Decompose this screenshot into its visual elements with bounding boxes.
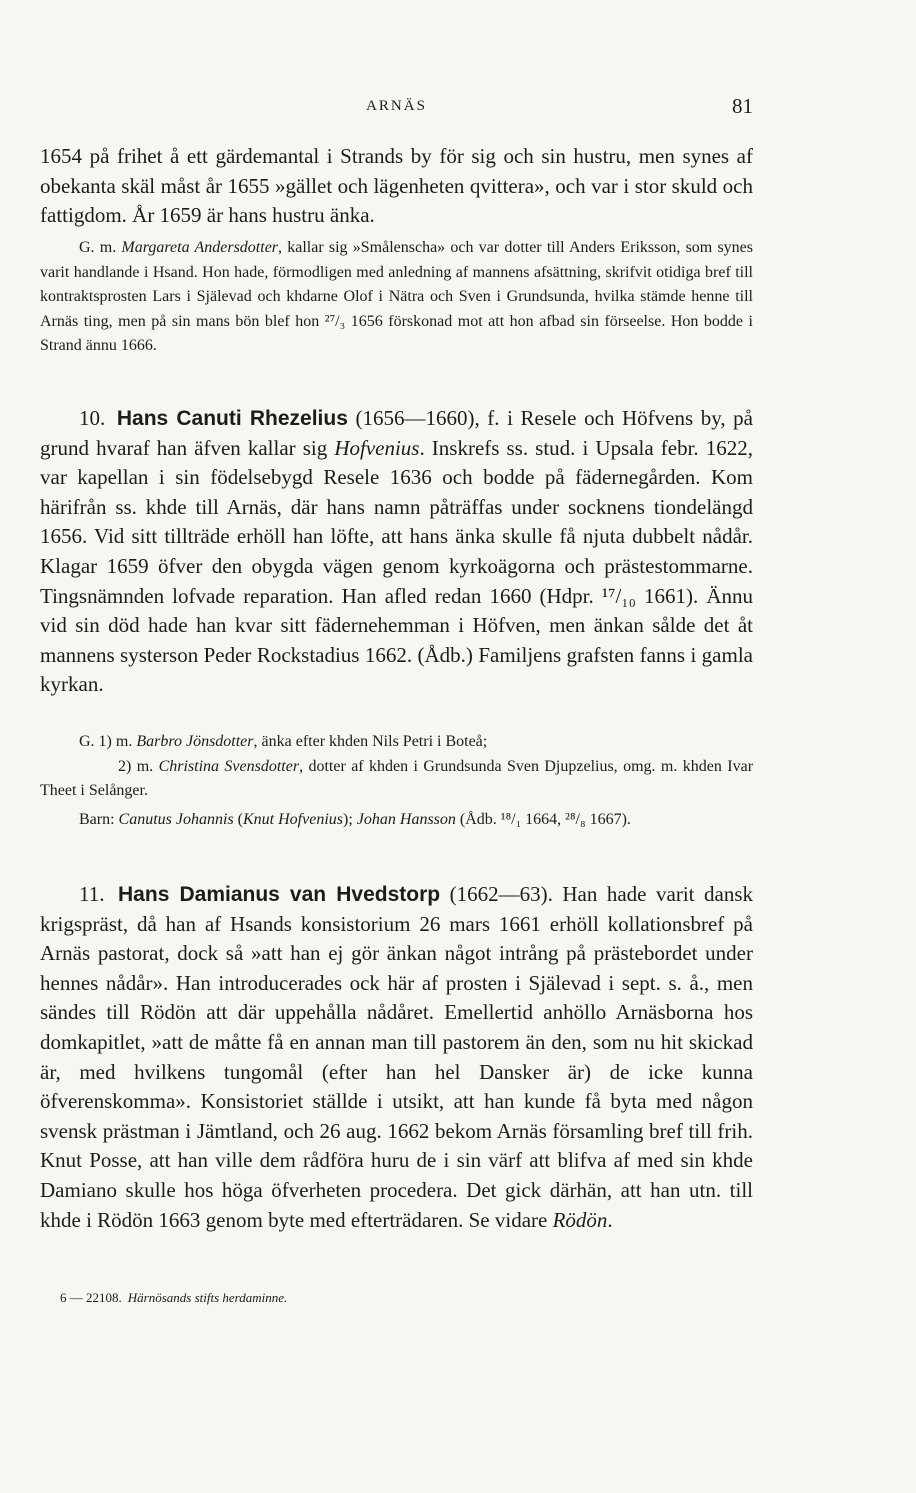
entry-name: Hans Damianus van Hvedstorp xyxy=(118,883,441,906)
entry-name: Hans Canuti Rhezelius xyxy=(116,407,348,430)
child-1-name: Canutus Johannis xyxy=(118,810,234,828)
intro-text: 1654 på frihet å ett gärdemantal i Strands by för sig och sin hustru, men synes af obekanta skäl måst år 1655 »gället och lägenheten qvittera», och var i stor skuld och fattigdom. År 1659 är hans hustru änka. xyxy=(40,144,753,228)
intro-paragraph xyxy=(40,142,753,231)
intro-marriage-note xyxy=(40,236,753,359)
footer-signature: 6 — 22108. xyxy=(60,1290,122,1305)
entry-text-part2: . Inskrefs ss. stud. i Upsala febr. 1622, var kapellan i sin födelsebygd Resele 1636 och bodde på fädernegården. Kom härifrån ss. khde till Arnäs, där hans namn påträffas under socknens tiondelängd 1656. Vid sitt tillträde erhöll han löfte, att hans änka skulle få njuta dubbelt nådår. Klagar 1659 öfver den obygda vägen genom kyrkoägorna och prästestommarne. Tingsnämnden lofvade reparation. Han afled redan 1660 (Hdpr. ¹⁷/₁₀ 1661). Ännu vid sin död hade han kvar sitt fädernehemman i Höfven, men änkan sålde det åt mannens systerson Peder Rockstadius 1662. (Ådb.) Familjens grafsten fanns i gamla kyrkan. xyxy=(40,435,754,697)
entry-number: 11. xyxy=(79,882,105,906)
see-also-link: Rödön xyxy=(552,1207,608,1232)
spouse-2-name: Christina Svensdotter xyxy=(158,757,300,775)
page-footer xyxy=(60,1290,287,1306)
entry-10-notes xyxy=(40,730,753,832)
marriage-1: G. 1) m. Barbro Jönsdotter, änka efter khden Nils Petri i Boteå; xyxy=(79,733,488,750)
entry-10 xyxy=(40,404,753,700)
running-title: ARNÄS xyxy=(366,98,427,114)
entry-11: 11. Hans Damianus van Hvedstorp (1662—63). Han hade varit dansk krigspräst, då han af Hsands konsistorium 26 mars 1661 erhöll kollationsbref på Arnäs pastorat, dock så »att han ej gör änkan något intrång på prästebordet under hennes nådår». Han introducerades ock här af prosten i Själevad i sept. s. å., men sändes till Rödön att där uppehålla nådåret. Emellertid anhöllo Arnäsborna hos domkapitlet, »att de måtte få en annan man till pastorem än den, som nu hit skickad är, med hvilkens tungomål (efter han hel Dansker är) de icke kunna öfverenskomma». Konsistoriet ställde i utsikt, att han kunde få byta med någon svensk prästman i Jämtland, och 26 aug. 1662 bekom Arnäs församling bref till frih. Knut Posse, att han ville dem rådföra huru de i sin värf att blifva af med sin khde Damiano skulle hos höga öfverheten procedera. Det gick därhän, att han utn. till khde i Rödön 1663 genom byte med efterträdaren. Se vidare Rödön. xyxy=(40,882,754,1232)
page-number: 81 xyxy=(732,94,753,118)
gm-prefix: G. m. xyxy=(79,239,122,256)
spouse-text: , kallar sig »Smålenscha» och var dotter till Anders Eriksson, som synes varit handlande i Hsand. Hon hade, förmodligen med anledning af mannens afsättning, skrifvit otidiga bref till kontraktsprosten Lars i Själevad och khdarne Olof i Nätra och Sven i Grundsunda, hvilka stämde henne till Arnäs ting, men på sin mans bön blef hon ²⁷/₃ 1656 förskonad mot att hon afbad sin förseelse. Hon bodde i Strand ännu 1666. xyxy=(40,239,754,354)
footer-title: Härnösands stifts herdaminne. xyxy=(127,1290,288,1305)
marriage-2: 2) m. Christina Svensdotter, dotter af khden i Grundsunda Sven Djupzelius, omg. m. khden Ivar Theet i Selånger. xyxy=(40,757,754,799)
spouse-1-name: Barbro Jönsdotter xyxy=(136,733,254,750)
spouse-name: Margareta Andersdotter xyxy=(121,239,279,256)
children: Barn: Canutus Johannis (Knut Hofvenius); Johan Hansson (Ådb. ¹⁸/₁ 1664, ²⁸/₈ 1667). xyxy=(79,810,631,828)
entry-text: (1662—63). Han hade varit dansk krigspräst, då han af Hsands konsistorium 26 mars 1661 erhöll kollationsbref på Arnäs pastorat, dock så »att han ej gör änkan något intrång på prästebordet under hennes nådår». Han introducerades ock här af prosten i Själevad i sept. s. å., men sändes till Rödön att där uppehålla nådåret. Emellertid anhöllo Arnäsborna hos domkapitlet, »att de måtte få en annan man till pastorem än den, som nu hit skickad är, med hvilkens tungomål (efter han hel Dansker är) de icke kunna öfverenskomma». Konsistoriet ställde i utsikt, att han kunde få byta med någon svensk prästman i Jämtland, och 26 aug. 1662 bekom Arnäs församling bref till frih. Knut Posse, att han ville dem rådföra huru de i sin värf att blifva af med sin khde Damiano skulle hos höga öfverheten procedera. Det gick därhän, att han utn. till khde i Rödön 1663 genom byte med efterträdaren. Se vidare xyxy=(40,882,754,1232)
child-2-name: Johan Hansson xyxy=(356,810,456,828)
page-header xyxy=(40,94,753,126)
entry-number: 10. xyxy=(79,406,106,430)
child-1-alias: Knut Hofvenius xyxy=(243,810,343,828)
entry-text-part1: (1656—1660), f. i Resele och Höfvens by, på grund hvaraf han äfven kallar sig xyxy=(40,406,753,460)
entry-alias: Hofvenius xyxy=(334,435,420,460)
